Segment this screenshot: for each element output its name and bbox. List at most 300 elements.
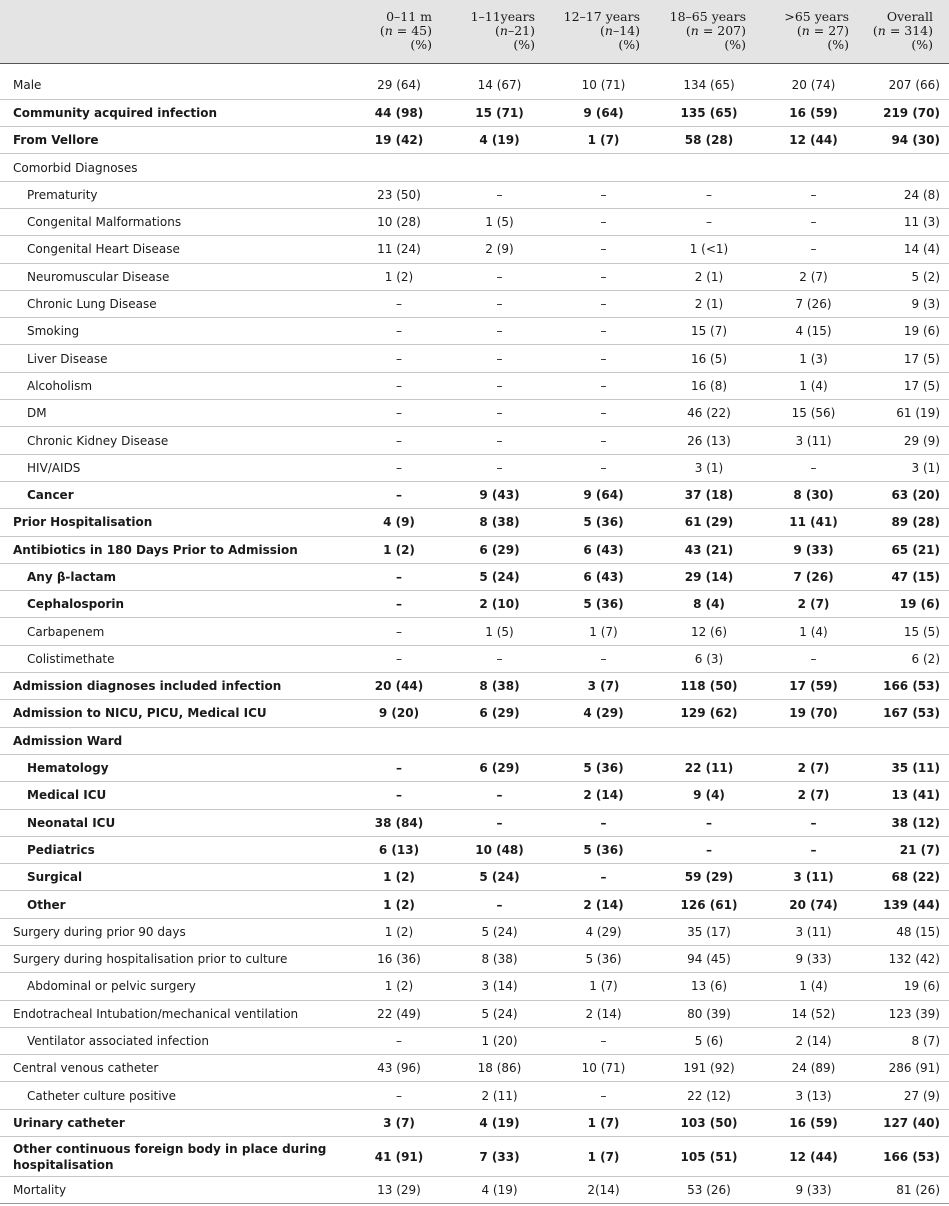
row-label: Carbapenem [27, 624, 105, 639]
row-label: Admission to NICU, PICU, Medical ICU [13, 706, 267, 721]
row-value-cell [448, 154, 551, 181]
row-label: Endotracheal Intubation/mechanical ventilation [13, 1006, 299, 1021]
table-row [0, 727, 949, 754]
row-value-cell: – [810, 815, 817, 830]
row-value-cell: 41 (91) [374, 1149, 424, 1164]
row-value-cell: 61 (19) [896, 406, 940, 421]
row-value-cell: 10 (71) [581, 78, 626, 93]
row-label: Urinary catheter [13, 1115, 125, 1130]
row-value-cell: 47 (15) [891, 569, 940, 584]
row-value-cell: 21 (7) [899, 842, 940, 857]
row-value-cell: 35 (17) [687, 924, 731, 939]
row-label: Prematurity [27, 187, 98, 202]
row-value-cell: – [396, 761, 402, 776]
row-value-cell: – [810, 187, 817, 202]
row-value-cell [551, 154, 656, 181]
row-value-cell: – [600, 1034, 607, 1049]
table-row [0, 1055, 949, 1082]
row-value-cell [865, 727, 949, 754]
row-value-cell: – [600, 1088, 607, 1103]
row-value-cell: 126 (61) [680, 897, 738, 912]
row-value-cell: – [810, 242, 817, 257]
row-value-cell: 24 (89) [791, 1061, 836, 1076]
row-value-cell: – [600, 215, 607, 230]
table-row [0, 99, 949, 126]
row-value-cell: 15 (71) [475, 105, 524, 120]
row-value-cell: 12 (6) [690, 624, 728, 639]
row-value-cell: 2 (7) [799, 269, 828, 284]
row-value-cell: 18 (86) [477, 1061, 522, 1076]
row-value-cell: – [396, 351, 402, 366]
row-value-cell: 19 (42) [374, 133, 424, 148]
row-value-cell: 8 (38) [479, 515, 520, 530]
row-value-cell: 24 (8) [903, 187, 940, 202]
row-value-cell: 6 (29) [479, 542, 520, 557]
row-value-cell: 13 (41) [891, 788, 940, 803]
row-value-cell: 10 (48) [475, 842, 524, 857]
row-value-cell: 7 (26) [795, 297, 832, 312]
row-value-cell [656, 154, 762, 181]
row-value-cell: 68 (22) [891, 870, 940, 885]
row-label: Neuromuscular Disease [27, 269, 170, 284]
row-value-cell: 5 (24) [481, 924, 518, 939]
header-col-overall: Overall (n = 314) (%) [865, 0, 949, 63]
row-value-cell: – [396, 488, 402, 503]
table-row [0, 372, 949, 399]
row-value-cell: – [396, 297, 402, 312]
row-value-cell: 19 (70) [789, 706, 838, 721]
row-label: Mortality [13, 1183, 67, 1198]
row-label: Surgery during hospitalisation prior to culture [13, 952, 288, 967]
header-col-12-17y: 12–17 years (n–14) (%) [551, 0, 656, 63]
row-value-cell: – [600, 433, 607, 448]
row-value-cell: – [396, 597, 402, 612]
row-value-cell: 26 (13) [687, 433, 731, 448]
row-value-cell: – [496, 297, 503, 312]
row-value-cell: – [496, 378, 503, 393]
table-row [0, 181, 949, 208]
row-value-cell: – [496, 406, 503, 421]
row-value-cell: – [706, 215, 712, 230]
row-value-cell: 1 (4) [799, 378, 828, 393]
row-label: Smoking [27, 324, 80, 339]
table-row [0, 1109, 949, 1136]
row-value-cell: 5 (2) [911, 269, 940, 284]
row-value-cell: 9 (20) [378, 706, 420, 721]
row-value-cell [551, 727, 656, 754]
row-value-cell: 19 (6) [899, 597, 940, 612]
row-value-cell: 2 (14) [585, 1006, 622, 1021]
row-value-cell: 129 (62) [680, 706, 738, 721]
row-value-cell: 191 (92) [683, 1061, 735, 1076]
row-value-cell: 1 (2) [384, 924, 414, 939]
row-value-cell: – [496, 788, 503, 803]
row-value-cell: 5 (24) [479, 569, 520, 584]
row-label: Congenital Malformations [27, 215, 182, 230]
row-value-cell: – [810, 651, 817, 666]
row-value-cell [762, 727, 865, 754]
row-value-cell: 1 (4) [799, 624, 828, 639]
row-value-cell: 5 (24) [481, 1006, 518, 1021]
row-value-cell: 103 (50) [680, 1115, 738, 1130]
row-value-cell: 1 (2) [384, 979, 414, 994]
table-row [0, 700, 949, 727]
row-value-cell: 2 (14) [583, 788, 624, 803]
row-value-cell: – [396, 460, 402, 475]
row-value-cell: 135 (65) [680, 105, 738, 120]
row-value-cell: – [600, 242, 607, 257]
row-value-cell: 29 (9) [903, 433, 940, 448]
row-value-cell: 118 (50) [680, 679, 738, 694]
row-label: Medical ICU [27, 788, 107, 803]
row-value-cell: 7 (33) [479, 1149, 520, 1164]
row-value-cell: 14 (4) [903, 242, 940, 257]
row-value-cell [350, 727, 448, 754]
row-value-cell: 2 (14) [583, 897, 624, 912]
table-row [0, 454, 949, 481]
row-value-cell: 9 (43) [479, 488, 520, 503]
row-value-cell: 5 (36) [583, 515, 624, 530]
row-value-cell: 1 (2) [383, 870, 415, 885]
row-value-cell: 17 (5) [903, 378, 940, 393]
row-value-cell: – [600, 297, 607, 312]
table-row [0, 1137, 949, 1177]
row-value-cell: 20 (44) [374, 679, 424, 694]
table-row [0, 290, 949, 317]
row-value-cell: – [496, 351, 503, 366]
table-row [0, 891, 949, 918]
row-value-cell: 9 (33) [795, 1183, 832, 1198]
row-value-cell: 11 (24) [377, 242, 421, 257]
row-value-cell: 6 (43) [583, 542, 624, 557]
table-row [0, 400, 949, 427]
row-value-cell: – [600, 870, 607, 885]
row-value-cell: 9 (33) [795, 952, 832, 967]
row-value-cell: 4 (19) [481, 1183, 518, 1198]
row-value-cell: 16 (5) [690, 351, 728, 366]
table-row [0, 754, 949, 781]
row-value-cell: 27 (9) [903, 1088, 940, 1103]
row-value-cell: 1 (20) [481, 1034, 518, 1049]
row-label: Central venous catheter [13, 1061, 159, 1076]
row-value-cell: 7 (26) [793, 569, 834, 584]
table-row [0, 127, 949, 154]
row-label: Abdominal or pelvic surgery [27, 979, 196, 994]
row-value-cell: 16 (59) [789, 1115, 838, 1130]
row-label: Alcoholism [27, 378, 93, 393]
row-value-cell: 3 (13) [795, 1088, 832, 1103]
row-value-cell: 1 (5) [485, 624, 514, 639]
row-label: Surgical [27, 870, 83, 885]
table-row [0, 809, 949, 836]
row-value-cell: 16 (8) [690, 378, 728, 393]
row-label: HIV/AIDS [27, 460, 81, 475]
row-value-cell: 13 (29) [377, 1183, 421, 1198]
row-value-cell: – [496, 324, 503, 339]
row-value-cell: 10 (28) [377, 215, 421, 230]
row-value-cell: 1 (7) [589, 979, 618, 994]
row-value-cell: – [600, 406, 607, 421]
row-label: Chronic Lung Disease [27, 297, 157, 312]
row-value-cell: – [396, 433, 402, 448]
row-value-cell: 1 (3) [799, 351, 828, 366]
row-label: Hematology [27, 761, 109, 776]
table-row [0, 345, 949, 372]
row-value-cell: 5 (36) [583, 597, 624, 612]
row-value-cell: 2(14) [587, 1183, 620, 1198]
row-value-cell: 2 (7) [797, 788, 830, 803]
row-label: Chronic Kidney Disease [27, 433, 169, 448]
header-col-1-11y: 1–11years (n–21) (%) [448, 0, 551, 63]
row-value-cell: – [396, 406, 402, 421]
row-value-cell: 8 (38) [479, 679, 520, 694]
row-value-cell: 105 (51) [680, 1149, 738, 1164]
row-value-cell: – [496, 897, 503, 912]
table-row [0, 864, 949, 891]
row-value-cell: 11 (41) [789, 515, 838, 530]
table-row [0, 645, 949, 672]
row-value-cell: 4 (29) [583, 706, 624, 721]
row-value-cell: 9 (3) [911, 297, 940, 312]
row-value-cell: – [496, 433, 503, 448]
row-value-cell: 14 (67) [477, 78, 522, 93]
row-value-cell: – [600, 651, 607, 666]
row-value-cell: 2 (10) [479, 597, 520, 612]
table-row [0, 154, 949, 181]
row-value-cell: 81 (26) [896, 1183, 940, 1198]
header-spacer-row [0, 63, 949, 72]
table-row [0, 536, 949, 563]
row-value-cell: 61 (29) [684, 515, 734, 530]
table-row [0, 509, 949, 536]
table-row [0, 72, 949, 99]
row-value-cell: 6 (2) [911, 651, 940, 666]
row-value-cell: 2 (7) [797, 761, 830, 776]
table-row [0, 1000, 949, 1027]
row-value-cell: 4 (15) [795, 324, 832, 339]
row-value-cell: 132 (42) [888, 952, 940, 967]
row-value-cell: 11 (3) [903, 215, 940, 230]
row-value-cell: 5 (24) [479, 870, 520, 885]
row-value-cell: 219 (70) [883, 105, 940, 120]
row-value-cell: 2 (7) [797, 597, 830, 612]
row-value-cell: – [496, 269, 503, 284]
header-row [0, 0, 949, 63]
table-row [0, 1177, 949, 1204]
row-value-cell: – [396, 378, 402, 393]
header-col-over-65y: >65 years (n = 27) (%) [762, 0, 865, 63]
row-value-cell: 80 (39) [687, 1006, 731, 1021]
row-value-cell: 15 (56) [791, 406, 836, 421]
row-value-cell: 8 (38) [481, 952, 518, 967]
row-label: Antibiotics in 180 Days Prior to Admission [13, 542, 298, 557]
row-label: Community acquired infection [13, 105, 218, 120]
table-row [0, 1082, 949, 1109]
row-value-cell: 3 (11) [793, 870, 834, 885]
row-value-cell: 6 (3) [694, 651, 724, 666]
row-value-cell: 12 (44) [789, 1149, 838, 1164]
row-label: Admission diagnoses included infection [13, 679, 282, 694]
row-value-cell: 22 (12) [687, 1088, 731, 1103]
row-value-cell: 1 (7) [589, 624, 618, 639]
row-value-cell: – [396, 624, 402, 639]
table-row [0, 208, 949, 235]
row-value-cell: 65 (21) [891, 542, 940, 557]
row-value-cell: 1 (7) [587, 1115, 620, 1130]
row-value-cell: 8 (7) [911, 1034, 940, 1049]
row-value-cell: 15 (5) [903, 624, 940, 639]
header-col-18-65y: 18–65 years (n = 207) (%) [656, 0, 762, 63]
row-value-cell: 22 (11) [684, 761, 734, 776]
row-value-cell: 4 (19) [479, 1115, 520, 1130]
row-label: DM [27, 406, 47, 421]
row-value-cell: 38 (84) [374, 815, 424, 830]
row-value-cell: 1 (4) [799, 979, 828, 994]
row-value-cell: – [810, 842, 817, 857]
row-value-cell: 8 (30) [793, 488, 834, 503]
table-body [0, 63, 949, 1204]
row-value-cell: 166 (53) [883, 1149, 940, 1164]
row-value-cell: 38 (12) [891, 815, 940, 830]
row-value-cell: 43 (21) [684, 542, 734, 557]
row-value-cell: – [600, 351, 607, 366]
row-label: Colistimethate [27, 651, 115, 666]
row-value-cell: – [496, 460, 503, 475]
row-value-cell: 3 (1) [911, 460, 940, 475]
row-label: Cancer [27, 488, 74, 503]
row-label: Admission Ward [13, 733, 123, 748]
row-label: Neonatal ICU [27, 815, 116, 830]
table-row [0, 918, 949, 945]
row-value-cell: 6 (13) [378, 842, 420, 857]
row-value-cell: 127 (40) [883, 1115, 940, 1130]
row-value-cell: 43 (96) [377, 1061, 421, 1076]
row-value-cell: 3 (14) [481, 979, 518, 994]
row-value-cell: 5 (36) [585, 952, 622, 967]
row-value-cell: – [706, 842, 712, 857]
row-value-cell: 89 (28) [891, 515, 940, 530]
row-label: Congenital Heart Disease [27, 242, 180, 257]
table-row [0, 236, 949, 263]
row-value-cell: 3 (1) [694, 460, 724, 475]
row-label: Pediatrics [27, 842, 95, 857]
table-row [0, 263, 949, 290]
row-value-cell: – [810, 215, 817, 230]
row-value-cell: 5 (6) [694, 1034, 724, 1049]
row-value-cell: 9 (64) [583, 105, 624, 120]
header-label-column [0, 0, 350, 63]
row-value-cell: – [396, 788, 402, 803]
row-value-cell: 2 (9) [485, 242, 514, 257]
row-value-cell: 5 (36) [583, 842, 624, 857]
row-value-cell: 29 (64) [377, 78, 421, 93]
header-col-0-11m: 0–11 m (n = 45) (%) [350, 0, 448, 63]
row-value-cell: 286 (91) [888, 1061, 940, 1076]
row-value-cell: – [396, 569, 402, 584]
row-value-cell: 2 (1) [694, 269, 724, 284]
row-value-cell: 17 (5) [903, 351, 940, 366]
row-value-cell [656, 727, 762, 754]
row-value-cell: 19 (6) [903, 979, 940, 994]
row-value-cell: 167 (53) [883, 706, 940, 721]
row-value-cell: 1 (2) [383, 542, 415, 557]
table-row [0, 318, 949, 345]
row-value-cell: 3 (7) [587, 679, 620, 694]
row-value-cell: 3 (7) [383, 1115, 415, 1130]
table-row [0, 618, 949, 645]
row-value-cell: 16 (59) [789, 105, 838, 120]
row-value-cell: 5 (36) [583, 761, 624, 776]
row-value-cell: – [496, 815, 503, 830]
row-value-cell: 15 (7) [690, 324, 728, 339]
row-value-cell: – [706, 187, 712, 202]
row-value-cell: – [600, 324, 607, 339]
table-row [0, 481, 949, 508]
row-value-cell: – [396, 324, 402, 339]
row-label: Cephalosporin [27, 597, 125, 612]
row-value-cell: 1 (7) [587, 133, 620, 148]
row-value-cell: 1 (5) [485, 215, 514, 230]
table-row [0, 1027, 949, 1054]
row-value-cell: 10 (71) [581, 1061, 626, 1076]
table-row [0, 946, 949, 973]
table-row [0, 591, 949, 618]
table-header [0, 0, 949, 63]
row-value-cell: 4 (19) [479, 133, 520, 148]
row-value-cell [448, 727, 551, 754]
table-row [0, 673, 949, 700]
table-row [0, 563, 949, 590]
row-label: Other [27, 897, 66, 912]
row-value-cell: 48 (15) [896, 924, 940, 939]
row-label: Ventilator associated infection [27, 1034, 209, 1049]
row-value-cell: – [706, 815, 712, 830]
row-value-cell: 4 (29) [585, 924, 622, 939]
row-value-cell: 2 (14) [795, 1034, 832, 1049]
row-value-cell: 23 (50) [377, 187, 421, 202]
row-value-cell: 94 (45) [687, 952, 731, 967]
row-value-cell [350, 154, 448, 181]
row-value-cell: 94 (30) [891, 133, 940, 148]
row-label: Male [13, 78, 42, 93]
row-value-cell: – [600, 460, 607, 475]
table-row [0, 782, 949, 809]
table-row [0, 973, 949, 1000]
row-value-cell: 20 (74) [791, 78, 836, 93]
row-value-cell: 1 (7) [587, 1149, 620, 1164]
row-value-cell: 20 (74) [789, 897, 838, 912]
row-value-cell: 1 (<1) [689, 242, 729, 257]
row-value-cell: 37 (18) [684, 488, 734, 503]
row-value-cell: 4 (9) [383, 515, 415, 530]
row-value-cell: 8 (4) [693, 597, 725, 612]
row-value-cell: 22 (49) [377, 1006, 421, 1021]
row-value-cell: – [496, 187, 503, 202]
row-value-cell: 1 (2) [383, 897, 415, 912]
row-value-cell: 53 (26) [687, 1183, 731, 1198]
row-value-cell: 6 (29) [479, 706, 520, 721]
row-label: Comorbid Diagnoses [13, 160, 138, 175]
row-value-cell: 3 (11) [795, 924, 832, 939]
row-value-cell [865, 154, 949, 181]
row-value-cell: – [600, 269, 607, 284]
row-value-cell: 1 (2) [384, 269, 414, 284]
row-value-cell: 139 (44) [883, 897, 940, 912]
row-value-cell: 16 (36) [377, 952, 421, 967]
row-value-cell: – [496, 651, 503, 666]
row-label: Any β-lactam [27, 569, 117, 584]
row-value-cell: 3 (11) [795, 433, 832, 448]
